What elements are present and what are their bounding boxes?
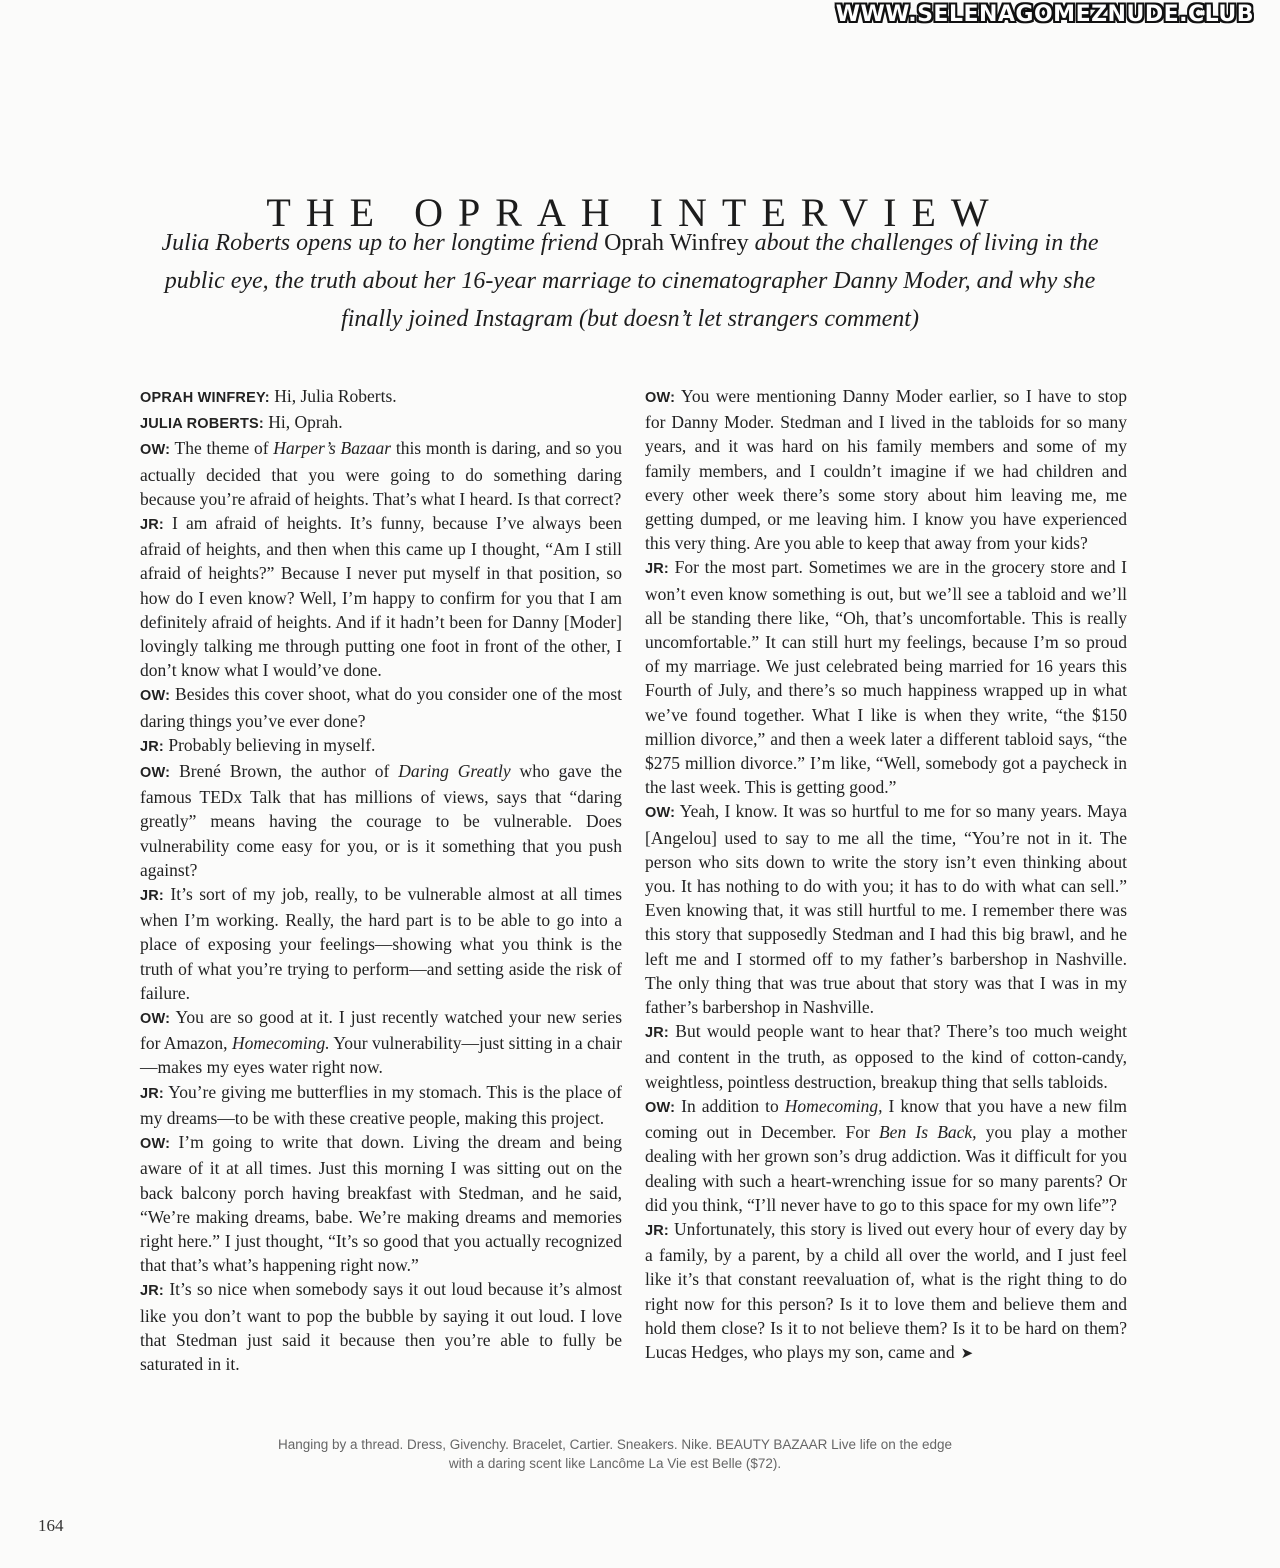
qa-paragraph <box>140 682 622 732</box>
qa-paragraph <box>140 511 622 682</box>
qa-paragraph <box>140 1130 622 1277</box>
speaker-label: OW: <box>645 805 676 822</box>
speaker-label: JR: <box>140 888 164 905</box>
speaker-label: OW: <box>140 688 171 705</box>
speaker-label: OW: <box>140 442 171 459</box>
speaker-label: OW: <box>140 765 171 782</box>
qa-text: Unfortunately, this story is lived out every hour of every day by a family, by a parent, by a child all over the world, and I just feel like it’s that constant reevaluation of, what is the right thing to do right now for this person? Is it to love them and believe them and hold them close? Is it to not believe them? Is it to be hard on them? Lucas Hedges, who plays my son, came and <box>645 1218 1127 1362</box>
speaker-label: JULIA ROBERTS: <box>140 416 264 433</box>
qa-paragraph <box>140 759 622 882</box>
speaker-label: JR: <box>645 561 669 578</box>
qa-text: Hi, Julia Roberts. <box>269 386 397 406</box>
qa-italic: Homecoming, <box>784 1095 883 1116</box>
watermark-text: WWW.SELENAGOMEZNUDE.CLUB <box>835 2 1254 27</box>
qa-text: I am afraid of heights. It’s funny, because I’ve always been afraid of heights, and then when this came up I thought, “Am I still afraid of heights?” Because I never put myself in that position, so how do I even know? Well, I’m happy to confirm for you that I am definitely afraid of heights. And if it hadn’t been for Danny [Moder] lovingly talking me through putting one foot in front of the other, I don’t know what I would’ve done. <box>140 513 622 681</box>
qa-paragraph <box>645 799 1127 1019</box>
qa-text: I’m going to write that down. Living the dream and being aware of it at all times. Just this morning I was sitting out on the back balcony porch having breakfast with Stedman, and he said, “We’re making dreams, babe. We’re making dreams and memories right here.” I just thought, “It’s so good that you actually recognized that that’s what’s happening right now.” <box>140 1132 622 1276</box>
qa-paragraph <box>645 1217 1127 1365</box>
speaker-label: OW: <box>645 390 676 406</box>
qa-text: who gave the famous TEDx Talk that has millions of views, says that “daring greatly” means having the courage to be vulnerable. Does vulnerability come easy for you, or is it something that you push against? <box>140 761 622 880</box>
dek-text: about the challenges of living in the public eye, the truth about her 16-year marriage to cinematographer Danny Moder, and why she finally joined Instagram (but doesn’t let strangers comment) <box>164 230 1099 332</box>
qa-italic: Harper’s Bazaar <box>273 438 392 459</box>
qa-text: you play a mother dealing with her grown son’s drug addiction. Was it difficult for you dealing with such a heart-wrenching issue for so many parents? Or did you think, “I’ll never have to go to this space for my own life”? <box>645 1122 1127 1215</box>
qa-paragraph <box>140 1277 622 1376</box>
qa-paragraph <box>645 1094 1127 1217</box>
qa-italic: Homecoming. <box>231 1033 330 1054</box>
qa-text: You are so good at it. I just recently watched your new series for Amazon, <box>140 1007 622 1054</box>
photo-caption <box>200 1435 1030 1473</box>
speaker-label: JR: <box>140 517 164 534</box>
qa-text: I know that you have a new film coming out in December. For <box>645 1095 1128 1143</box>
qa-text: You’re giving me butterflies in my stomach. This is the place of my dreams—to be with these creative people, making this project. <box>140 1081 622 1128</box>
qa-text: Yeah, I know. It was so hurtful to me for so many years. Maya [Angelou] used to say to me all the time, “You’re not in it. The person who sits down to write the story isn’t even thinking about you. It has nothing to do with you; it has to do with what can sell.” Even knowing that, it was still hurtful to me. I remember there was this story that supposedly Stedman and I had this big brawl, and he left me and I stormed off to my father’s barbershop in Nashville. The only thing that was true about that story was that I was in my father’s barbershop in Nashville. <box>645 801 1127 1018</box>
qa-paragraph <box>645 1019 1127 1094</box>
qa-text: For the most part. Sometimes we are in the grocery store and I won’t even know something is out, but we’ll see a tabloid and we’ll all be standing there like, “Oh, that’s uncomfortable. This is really uncomfortable.” It can still hurt my feelings, because I’m so proud of my marriage. We just celebrated being married for 16 years this Fourth of July, and there’s so much happiness wrapped up in what we’ve found together. What I like is when they write, “the $150 million divorce,” and then a week later a different tabloid says, “the $275 million divorce.” I’m like, “Well, somebody got a paycheck in the last week. This is getting good.” <box>645 557 1127 798</box>
qa-text: Brené Brown, the author of <box>170 761 399 782</box>
qa-paragraph <box>140 882 622 1005</box>
left-column <box>140 384 622 1376</box>
qa-text: The theme of <box>170 438 274 459</box>
qa-paragraph <box>140 436 622 511</box>
dek-text: Julia Roberts opens up to her longtime friend <box>161 230 605 256</box>
qa-text: Besides this cover shoot, what do you consider one of the most daring things you’ve ever done? <box>140 684 622 731</box>
qa-paragraph <box>645 555 1127 799</box>
speaker-label: JR: <box>645 1222 669 1239</box>
speaker-label: JR: <box>140 1283 164 1300</box>
dek-name: Oprah Winfrey <box>604 230 749 256</box>
speaker-label: OW: <box>140 1136 171 1153</box>
speaker-label: JR: <box>140 1085 164 1102</box>
qa-italic: Ben Is Back, <box>878 1122 977 1143</box>
speaker-label: OPRAH WINFREY: <box>140 390 270 406</box>
qa-text: It’s so nice when somebody says it out loud because it’s almost like you don’t want to pop the bubble by saying it out loud. I love that Stedman just said it because then you’re able to fully be saturated in it. <box>140 1279 622 1374</box>
qa-paragraph <box>140 410 622 436</box>
caption-line: with a daring scent like Lancôme La Vie est Belle ($72). <box>448 1456 782 1471</box>
speaker-label: OW: <box>645 1099 676 1116</box>
page-title: THE OPRAH INTERVIEW <box>266 189 1004 235</box>
speaker-label: OW: <box>140 1011 171 1028</box>
speaker-label: JR: <box>645 1025 669 1042</box>
qa-text: In addition to <box>675 1095 785 1116</box>
qa-text: this month is daring, and so you actually decided that you were going to do something daring because you’re afraid of heights. That’s what I heard. Is that correct? <box>140 438 622 509</box>
qa-text: You were mentioning Danny Moder earlier, so I have to stop for Danny Moder. Stedman and I lived in the tabloids for so many years, and it was hard on his family members and some of my family members, and I couldn’t imagine if we had children and every other week there’s some story about him leaving me, me getting dumped, or me leaving him. I know you have experienced this very thing. Are you able to keep that away from your kids? <box>645 386 1127 554</box>
qa-paragraph <box>140 1080 622 1130</box>
qa-paragraph <box>140 384 622 410</box>
qa-text: Hi, Oprah. <box>263 412 343 433</box>
qa-text: Probably believing in myself. <box>163 734 376 755</box>
page-number: 164 <box>38 1516 64 1535</box>
qa-paragraph <box>140 733 622 759</box>
right-column <box>645 384 1127 1365</box>
qa-text: Your vulnerability—just sitting in a chair—makes my eyes water right now. <box>140 1033 622 1078</box>
qa-text: It’s sort of my job, really, to be vulnerable almost at all times when I’m working. Really, the hard part is to be able to go into a place of exposing your feelings—showing what you think is the truth of what you’re trying to perform—and setting aside the risk of failure. <box>140 884 622 1003</box>
article-dek <box>150 224 1110 338</box>
qa-text: But would people want to hear that? There’s too much weight and content in the truth, as opposed to the kind of cotton-candy, weightless, pointless destruction, breakup thing that sells tabloids. <box>645 1021 1127 1092</box>
qa-italic: Daring Greatly <box>398 761 511 782</box>
speaker-label: JR: <box>140 738 164 755</box>
continue-arrow-icon: ➤ <box>960 1343 974 1362</box>
caption-line: Hanging by a thread. Dress, Givenchy. Bracelet, Cartier. Sneakers. Nike. BEAUTY BAZAAR Live life on the edge <box>277 1437 953 1452</box>
qa-paragraph <box>140 1005 622 1080</box>
qa-paragraph <box>645 384 1127 555</box>
